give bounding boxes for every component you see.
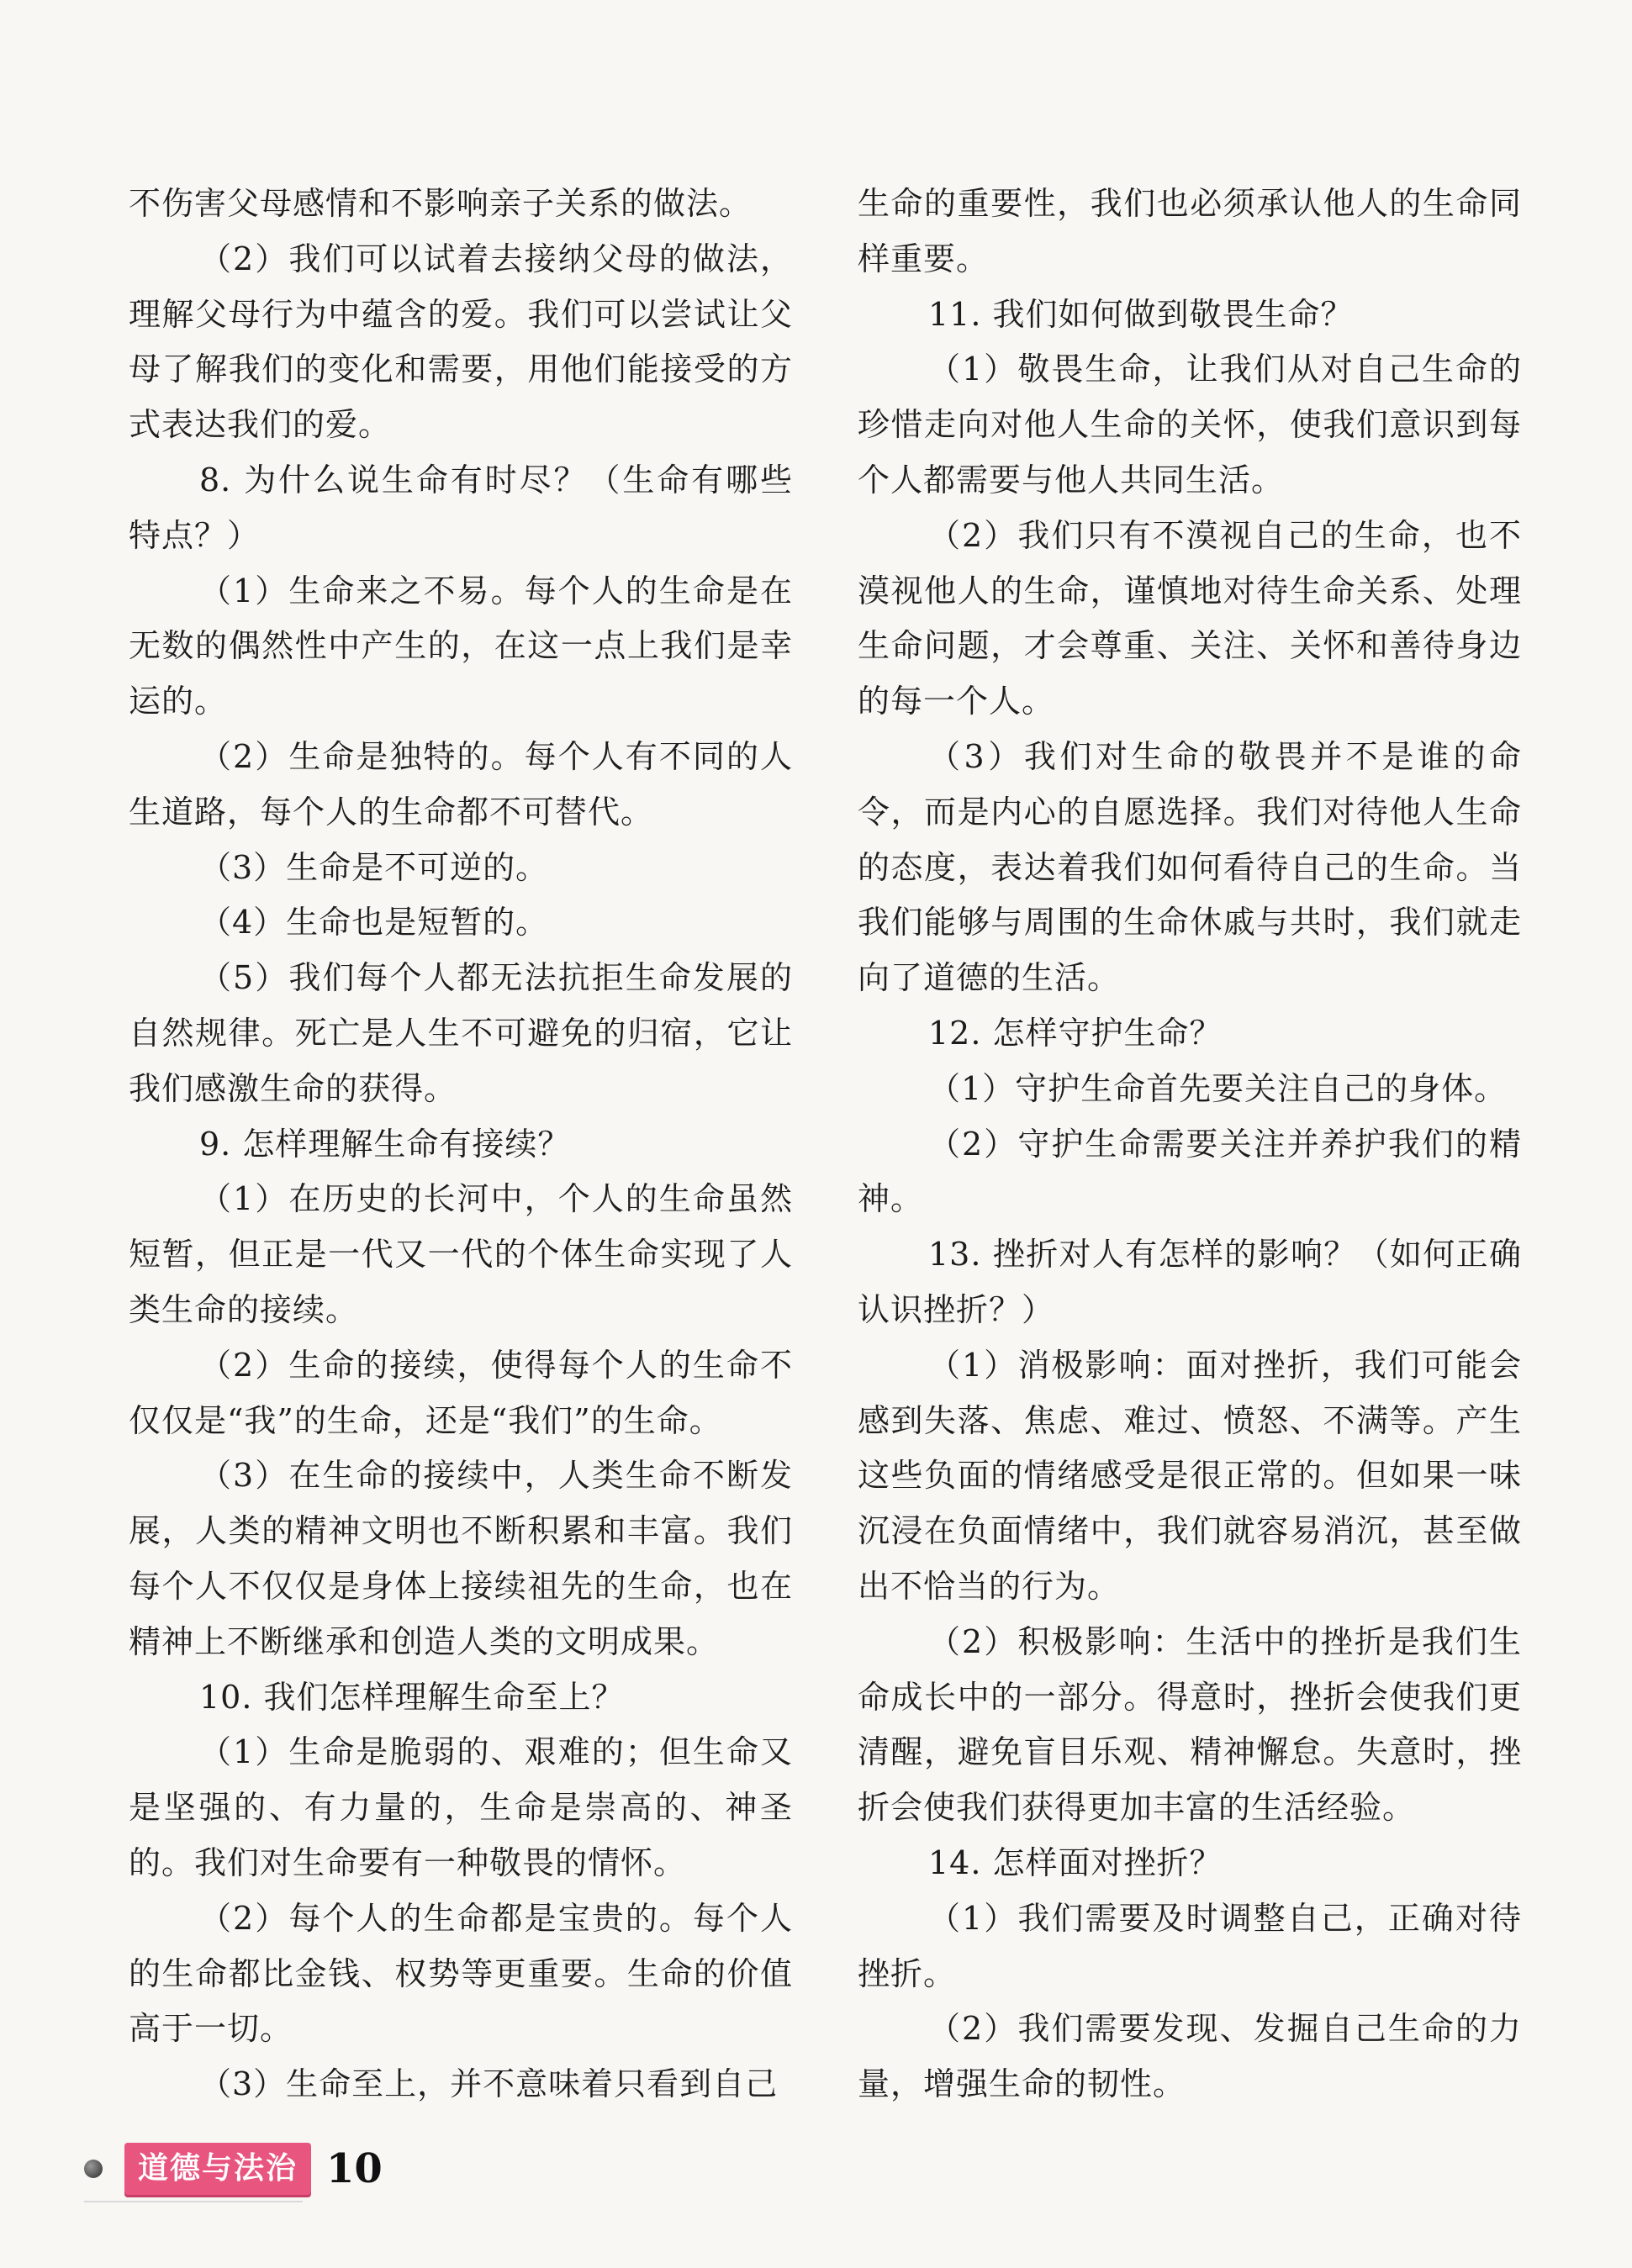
paragraph: （2）生命是独特的。每个人有不同的人生道路，每个人的生命都不可替代。 <box>129 737 793 831</box>
paragraph: （3）我们对生命的敬畏并不是谁的命令，而是内心的自愿选择。我们对待他人生命的态度，表达着我们如何看待自己的生命。当我们能够与周围的生命休戚与共时，我们就走向了道德的生活。 <box>858 737 1522 997</box>
paragraph: 不伤害父母感情和不影响亲子关系的做法。 <box>129 185 753 222</box>
paragraph: （1）敬畏生命，让我们从对自己生命的珍惜走向对他人生命的关怀，使我们意识到每个人都需要与他人共同生活。 <box>858 351 1522 498</box>
question-heading: 9. 怎样理解生命有接续？ <box>199 1125 571 1163</box>
paragraph: （2）积极影响：生活中的挫折是我们生命成长中的一部分。得意时，挫折会使我们更清醒，避免盲目乐观、精神懈怠。失意时，挫折会使我们获得更加丰富的生活经验。 <box>858 1622 1522 1827</box>
subject-badge: 道德与法治 <box>124 2143 311 2195</box>
bullet-dot-icon <box>84 2160 103 2178</box>
question-heading: 11. 我们如何做到敬畏生命？ <box>928 295 1354 333</box>
paragraph: （5）我们每个人都无法抗拒生命发展的自然规律。死亡是人生不可避免的归宿，它让我们感激生命的获得。 <box>129 959 793 1107</box>
paragraph: （2）我们只有不漠视自己的生命，也不漠视他人的生命，谨慎地对待生命关系、处理生命问题，才会尊重、关注、关怀和善待身边的每一个人。 <box>858 516 1522 720</box>
paragraph: （2）我们可以试着去接纳父母的做法，理解父母行为中蕴含的爱。我们可以尝试让父母了解我们的变化和需要，用他们能接受的方式表达我们的爱。 <box>129 240 793 444</box>
paragraph: （2）我们需要发现、发掘自己生命的力量，增强生命的韧性。 <box>858 2010 1522 2103</box>
page-footer <box>84 2139 383 2198</box>
paragraph: （1）生命来之不易。每个人的生命是在无数的偶然性中产生的，在这一点上我们是幸运的。 <box>129 572 793 720</box>
right-column <box>858 177 1522 2112</box>
question-heading: 12. 怎样守护生命？ <box>928 1014 1223 1052</box>
question-heading: 10. 我们怎样理解生命至上？ <box>199 1678 625 1716</box>
paragraph: （3）在生命的接续中，人类生命不断发展，人类的精神文明也不断积累和丰富。我们每个人不仅仅是身体上接续祖先的生命，也在精神上不断继承和创造人类的文明成果。 <box>129 1457 793 1660</box>
question-heading: 13. 挫折对人有怎样的影响？（如何正确认识挫折？） <box>858 1236 1522 1328</box>
paragraph: （2）每个人的生命都是宝贵的。每个人的生命都比金钱、权势等更重要。生命的价值高于一切。 <box>129 1899 793 2048</box>
paragraph: （1）生命是脆弱的、艰难的；但生命又是坚强的、有力量的，生命是崇高的、神圣的。我们对生命要有一种敬畏的情怀。 <box>129 1733 793 1881</box>
paragraph: （1）守护生命首先要关注自己的身体。 <box>928 1069 1508 1107</box>
paragraph: （2）守护生命需要关注并养护我们的精神。 <box>858 1125 1522 1218</box>
paragraph: （2）生命的接续，使得每个人的生命不仅仅是“我”的生命，还是“我们”的生命。 <box>129 1346 793 1439</box>
footer-divider <box>84 2201 303 2202</box>
paragraph: （1）我们需要及时调整自己，正确对待挫折。 <box>858 1899 1522 1992</box>
paragraph: （1）在历史的长河中，个人的生命虽然短暂，但正是一代又一代的个体生命实现了人类生命的接续。 <box>129 1180 793 1328</box>
left-column <box>129 177 793 2112</box>
paragraph: （3）生命是不可逆的。 <box>199 848 549 886</box>
paragraph: （3）生命至上，并不意味着只看到自己 <box>199 2065 779 2103</box>
paragraph: 生命的重要性，我们也必须承认他人的生命同样重要。 <box>858 185 1522 277</box>
question-heading: 8. 为什么说生命有时尽？（生命有哪些特点？） <box>129 461 793 554</box>
question-heading: 14. 怎样面对挫折？ <box>928 1843 1223 1881</box>
paragraph: （4）生命也是短暂的。 <box>199 904 549 941</box>
page-number: 10 <box>326 2145 383 2192</box>
paragraph: （1）消极影响：面对挫折，我们可能会感到失落、焦虑、难过、愤怒、不满等。产生这些负面的情绪感受是很正常的。但如果一味沉浸在负面情绪中，我们就容易消沉，甚至做出不恰当的行为。 <box>858 1346 1522 1605</box>
